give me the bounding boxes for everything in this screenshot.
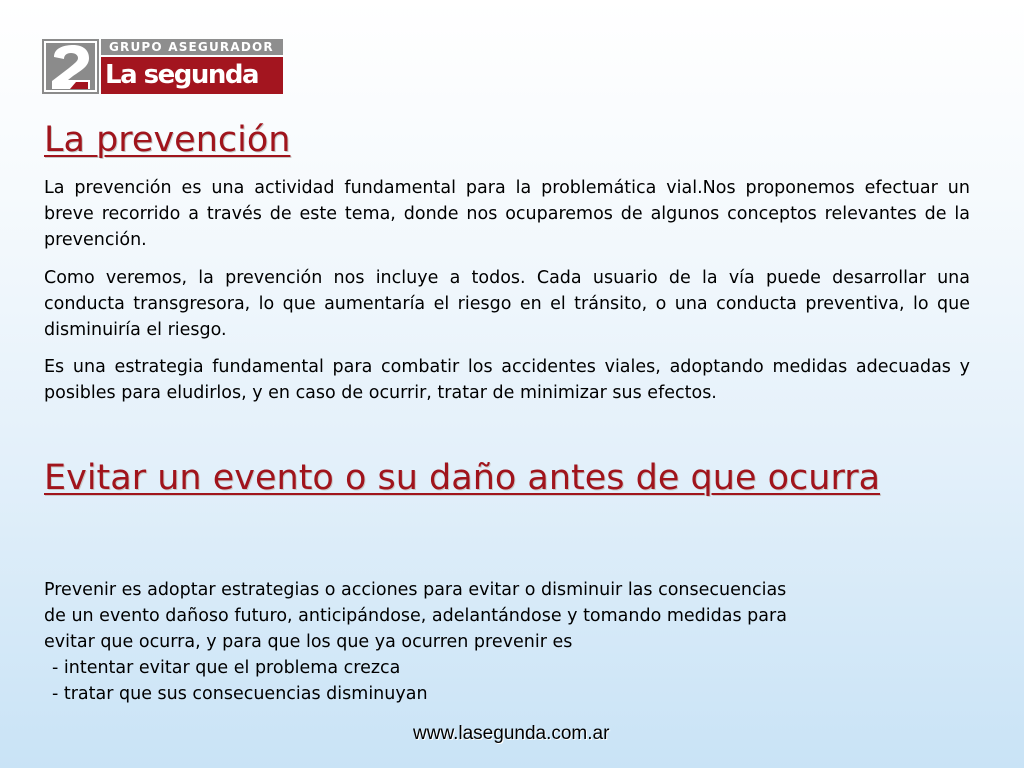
company-logo xyxy=(42,39,283,94)
logo-2-icon xyxy=(42,39,99,94)
list-item: - intentar evitar que el problema crezca xyxy=(52,658,401,678)
logo-tagline: GRUPO ASEGURADOR xyxy=(101,39,283,55)
logo-mark xyxy=(42,39,99,94)
paragraph: Es una estrategia fundamental para combatir los accidentes viales, adoptando medidas adecuadas y posibles para eludirlos, y en caso de ocurrir, tratar de minimizar sus efectos. xyxy=(44,357,970,403)
footer-website-link[interactable]: www.lasegunda.com.ar xyxy=(413,723,610,744)
definition-line: Prevenir es adoptar estrategias o acciones para evitar o disminuir las consecuencias xyxy=(44,580,787,600)
definition-block xyxy=(44,577,974,707)
definition-line: evitar que ocurra, y para que los que ya ocurren prevenir es xyxy=(44,632,573,652)
section-title-prevencion: La prevención xyxy=(44,120,291,160)
logo-brand-name: La segunda xyxy=(101,57,283,94)
section-title-evitar-evento: Evitar un evento o su daño antes de que ocurra xyxy=(44,458,881,498)
paragraph: La prevención es una actividad fundamental para la problemática vial.Nos proponemos efectuar un breve recorrido a través de este tema, donde nos ocuparemos de algunos conceptos relevantes de la prevención. xyxy=(44,178,970,250)
definition-line: de un evento dañoso futuro, anticipándose, adelantándose y tomando medidas para xyxy=(44,606,787,626)
list-item: - tratar que sus consecuencias disminuyan xyxy=(52,684,428,704)
paragraph: Como veremos, la prevención nos incluye a todos. Cada usuario de la vía puede desarrollar una conducta transgresora, lo que aumentaría el riesgo en el tránsito, o una conducta preventiva, lo que disminuiría el riesgo. xyxy=(44,268,970,340)
